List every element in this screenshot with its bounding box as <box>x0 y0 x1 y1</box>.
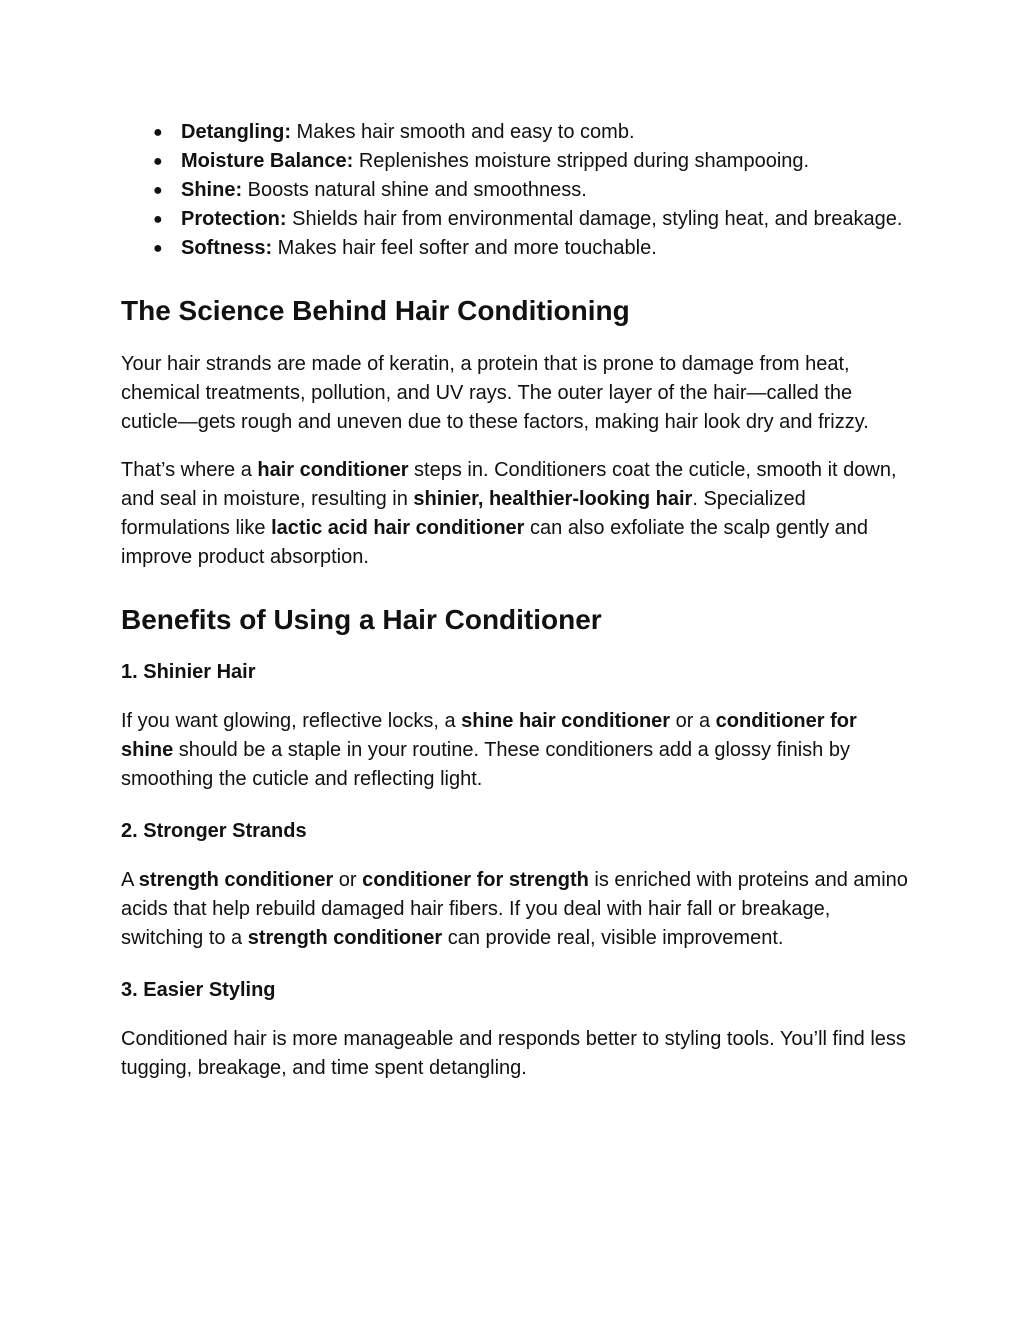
list-item-text: Shields hair from environmental damage, styling heat, and breakage. <box>286 208 903 230</box>
easier-styling-paragraph: Conditioned hair is more manageable and responds better to styling tools. You’ll find less tugging, breakage, and time spent detangling. <box>121 1028 906 1079</box>
list-item-text: Makes hair smooth and easy to comb. <box>291 121 635 143</box>
bold-text-run: hair conditioner <box>257 459 409 481</box>
benefits-summary-list <box>121 118 911 263</box>
bold-text-run: shinier, healthier-looking hair <box>413 488 693 510</box>
science-paragraph-2 <box>121 456 911 572</box>
text-run: can provide real, visible improvement. <box>442 927 784 949</box>
text-run: A <box>121 869 139 891</box>
bullet-icon: ● <box>153 240 163 257</box>
list-item <box>121 147 911 176</box>
text-run: can also exfoliate the scalp gently and improve product absorption. <box>121 517 869 568</box>
list-item <box>121 205 911 234</box>
list-item-term: Protection: <box>181 208 287 230</box>
text-run: steps in. Conditioners coat the cuticle, smooth it down, and seal in moisture, resulting in <box>121 459 897 510</box>
benefits-heading: Benefits of Using a Hair Conditioner <box>121 604 602 635</box>
bold-text-run: strength conditioner <box>247 927 443 949</box>
text-run: is enriched with proteins and amino acids that help rebuild damaged hair fibers. If you deal with hair fall or breakage, switching to a <box>121 869 908 949</box>
bold-text-run: conditioner for shine <box>121 710 857 761</box>
text-run: . Specialized formulations like <box>121 488 806 539</box>
bullet-icon: ● <box>153 153 163 170</box>
list-item-term: Softness: <box>181 237 273 259</box>
text-run: should be a staple in your routine. These conditioners add a glossy finish by smoothing the cuticle and reflecting light. <box>121 739 850 790</box>
science-paragraph-1: Your hair strands are made of keratin, a protein that is prone to damage from heat, chemical treatments, pollution, and UV rays. The outer layer of the hair—called the cuticle—gets rough and uneven due to these factors, making hair look dry and frizzy. <box>121 353 869 433</box>
list-item-text: Replenishes moisture stripped during shampooing. <box>353 150 810 172</box>
list-item-term: Detangling: <box>181 121 291 143</box>
bold-text-run: shine hair conditioner <box>461 710 671 732</box>
bold-text-run: strength conditioner <box>138 869 334 891</box>
list-item <box>121 234 911 263</box>
list-item-term: Moisture Balance: <box>181 150 354 172</box>
bullet-icon: ● <box>153 211 163 228</box>
list-item-term: Shine: <box>181 179 243 201</box>
text-run: That’s where a <box>121 459 258 481</box>
section-title-stronger-strands: 2. Stronger Strands <box>121 820 307 842</box>
bullet-icon: ● <box>153 182 163 199</box>
list-item <box>121 118 911 147</box>
text-run: If you want glowing, reflective locks, a <box>121 710 462 732</box>
list-item-text: Makes hair feel softer and more touchable. <box>272 237 657 259</box>
bold-text-run: conditioner for strength <box>362 869 589 891</box>
document-page <box>121 118 911 1083</box>
text-run: or <box>333 869 363 891</box>
list-item-text: Boosts natural shine and smoothness. <box>242 179 587 201</box>
bold-text-run: lactic acid hair conditioner <box>271 517 525 539</box>
list-item <box>121 176 911 205</box>
section-title-easier-styling: 3. Easier Styling <box>121 979 276 1001</box>
section-title-shinier-hair: 1. Shinier Hair <box>121 661 256 683</box>
science-heading: The Science Behind Hair Conditioning <box>121 295 630 326</box>
stronger-strands-paragraph <box>121 866 911 953</box>
text-run: or a <box>670 710 716 732</box>
bullet-icon: ● <box>153 124 163 141</box>
shinier-hair-paragraph <box>121 707 911 794</box>
